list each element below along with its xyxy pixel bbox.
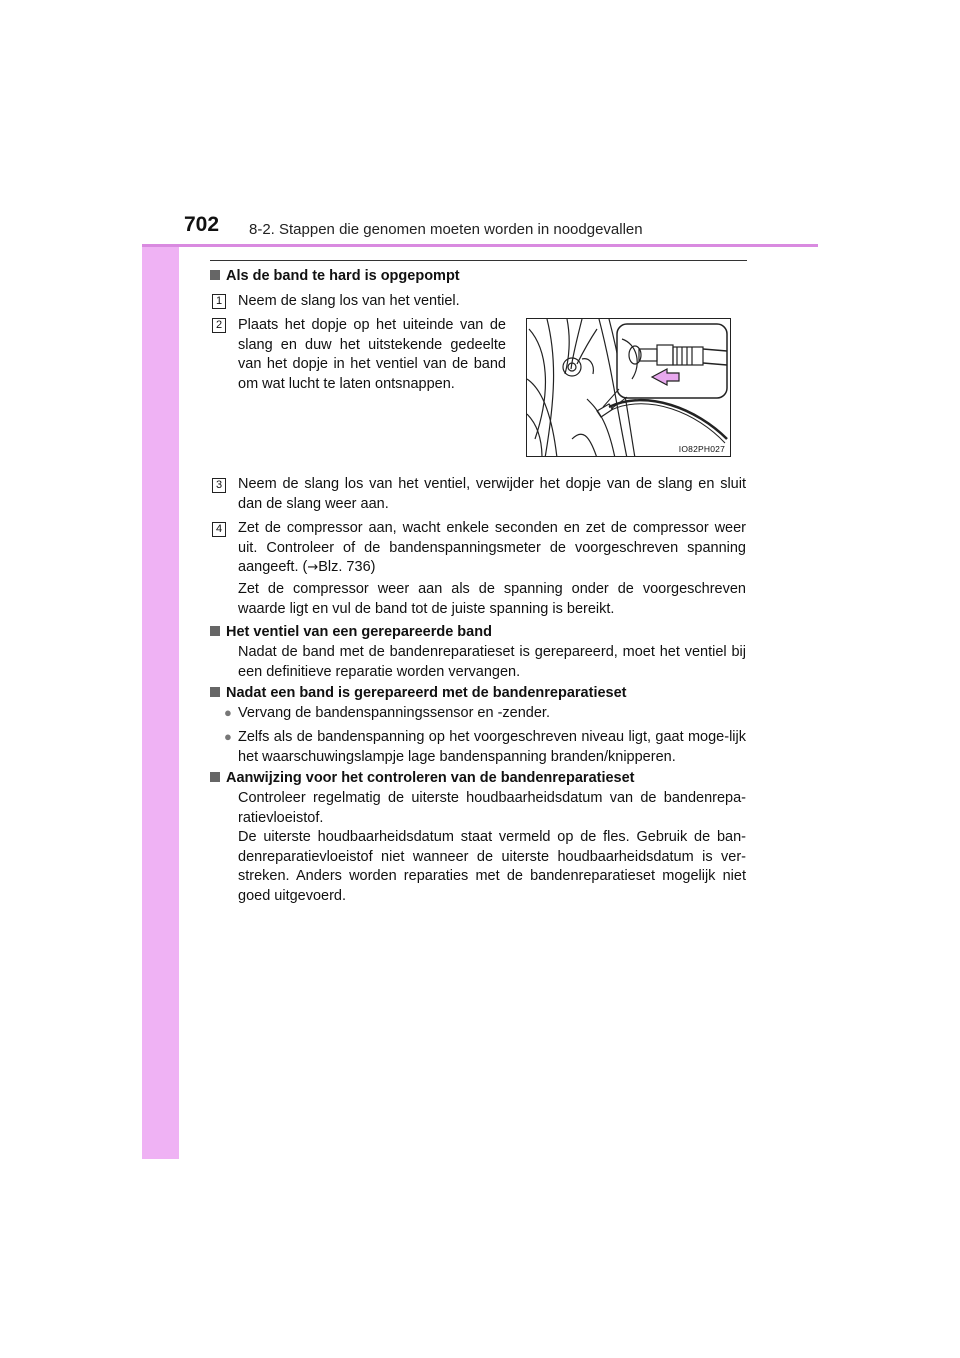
heading-text: Aanwijzing voor het controleren van de bandenreparatieset <box>226 770 635 786</box>
square-bullet-icon <box>210 626 220 636</box>
heading-too-high-pressure <box>210 266 460 286</box>
step-number-1: 1 <box>212 294 226 309</box>
circle-bullet-icon: ● <box>224 705 232 720</box>
check-kit-text-1: Controleer regelmatig de uiterste houdbaarheidsdatum van de bandenrepa-ratievloeistof. <box>238 790 746 826</box>
step-number-2: 2 <box>212 318 226 333</box>
page-number: 702 <box>184 213 220 236</box>
check-kit-text-2: De uiterste houdbaarheidsdatum staat vermeld op de fles. Gebruik de ban-denreparatievloeistof niet wanneer de uiterste houdbaarheidsdatum is ver-streken. Anders worden reparaties met de bandenreparatieset mogelijk niet goed uitgevoerd. <box>238 829 746 904</box>
page-reference-arrow-icon: → <box>307 560 319 575</box>
heading-text: Het ventiel van een gerepareerde band <box>226 624 492 640</box>
step-1-text: Neem de slang los van het ventiel. <box>238 293 460 309</box>
heading-check-repair-kit <box>210 768 635 788</box>
repaired-valve-text: Nadat de band met de bandenreparatieset is gerepareerd, moet het ventiel bij een definitieve reparatie worden vervangen. <box>238 644 746 680</box>
square-bullet-icon <box>210 772 220 782</box>
square-bullet-icon <box>210 270 220 280</box>
bullet-item: Vervang de bandenspanningssensor en -zender. <box>238 705 550 721</box>
valve-illustration <box>526 318 731 457</box>
heading-text: Als de band te hard is opgepompt <box>226 268 460 284</box>
heading-text: Nadat een band is gerepareerd met de bandenreparatieset <box>226 685 627 701</box>
heading-repaired-valve <box>210 622 492 642</box>
step-number-3: 3 <box>212 478 226 493</box>
step-4-note: Zet de compressor weer aan als de spanning onder de voorgeschreven waarde ligt en vul de band tot de juiste spanning is bereikt. <box>238 581 746 617</box>
circle-bullet-icon: ● <box>224 729 232 744</box>
step-4-text <box>238 519 746 578</box>
step-4-text-main: Zet de compressor aan, wacht enkele seconden en zet de compressor weer uit. Controleer of de bandenspanningsmeter de voorgeschreven spanning aangeeft. ( <box>238 520 746 575</box>
step-number-4: 4 <box>212 522 226 537</box>
bullet-item: Zelfs als de bandenspanning op het voorgeschreven niveau ligt, gaat moge-lijk het waarschuwingslampje lage bandenspanning branden/knipperen. <box>238 729 746 765</box>
chapter-side-tab <box>142 197 179 1159</box>
step-3-text: Neem de slang los van het ventiel, verwijder het dopje van de slang en sluit dan de slang weer aan. <box>238 476 746 512</box>
page-reference[interactable]: Blz. 736) <box>318 559 376 575</box>
square-bullet-icon <box>210 687 220 697</box>
heading-after-repair <box>210 683 627 703</box>
illustration-code: IO82PH027 <box>678 444 725 454</box>
header-rule <box>142 244 818 247</box>
section-title: 8-2. Stappen die genomen moeten worden in noodgevallen <box>249 221 643 238</box>
wheel-valve-drawing <box>527 319 731 457</box>
step-2-text: Plaats het dopje op het uiteinde van de slang en duw het uitstekende gedeelte van het dopje in het ventiel van de band om wat lucht te laten ontsnappen. <box>238 317 506 392</box>
content-divider <box>210 260 747 261</box>
